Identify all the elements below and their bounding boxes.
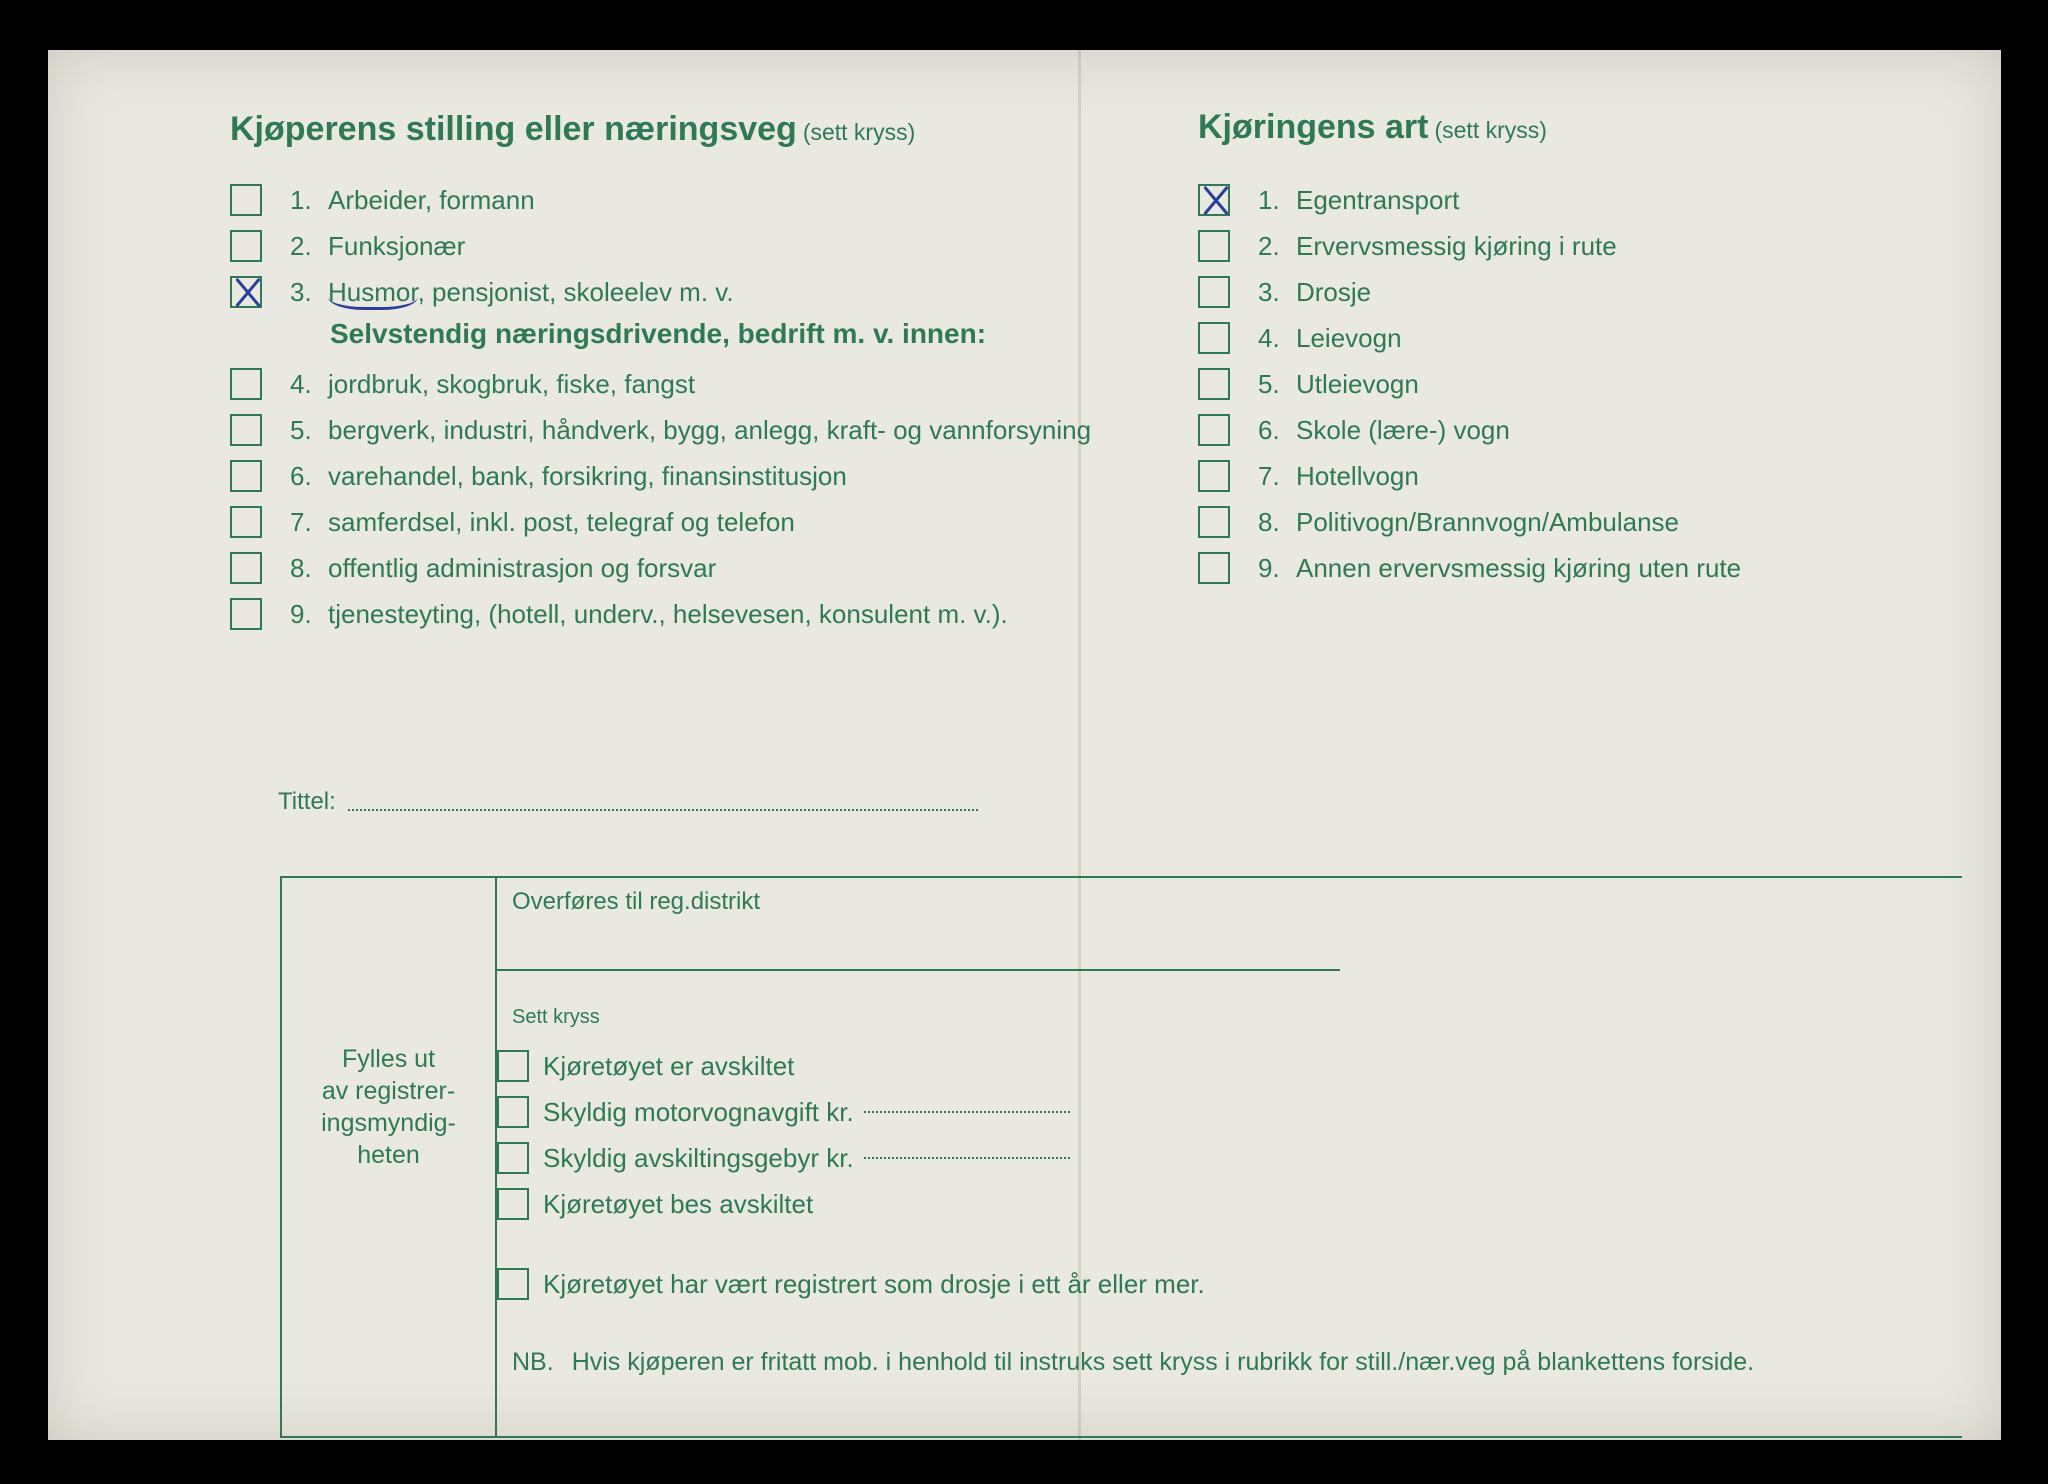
- occupation-num: 5.: [290, 414, 312, 445]
- occupation-item-3[interactable]: [230, 272, 734, 312]
- driving-item-7[interactable]: [1198, 456, 1419, 496]
- side-label-line: heten: [357, 1141, 420, 1169]
- occupation-num: 6.: [290, 460, 312, 491]
- occupation-num: 4.: [290, 368, 312, 399]
- occupation-label: bergverk, industri, håndverk, bygg, anlegg, kraft- og vannforsyning: [328, 414, 1092, 445]
- driving-label: Politivogn/Brannvogn/Ambulanse: [1296, 506, 1680, 537]
- driving-checkbox-7[interactable]: [1198, 460, 1230, 492]
- nb-label: NB.: [512, 1348, 554, 1376]
- reg-checkbox[interactable]: [497, 1096, 529, 1128]
- occupation-label: tjenesteyting, (hotell, underv., helsevesen, konsulent m. v.).: [328, 598, 1008, 629]
- driving-label: Drosje: [1296, 276, 1372, 307]
- occupation-item-5[interactable]: [230, 410, 1091, 450]
- occupation-item-1[interactable]: [230, 180, 535, 220]
- reg-item-request-deregistration[interactable]: [497, 1184, 813, 1224]
- driving-num: 1.: [1258, 184, 1280, 215]
- reg-item-deregistered[interactable]: [497, 1046, 794, 1086]
- buyer-occupation-hint: (sett kryss): [802, 119, 916, 145]
- driving-checkbox-1-checked[interactable]: [1198, 184, 1230, 216]
- occupation-num: 9.: [290, 598, 312, 629]
- occupation-label: offentlig administrasjon og forsvar: [328, 552, 717, 583]
- reg-item-label: Kjøretøyet bes avskiltet: [543, 1188, 814, 1219]
- reg-checkbox[interactable]: [497, 1142, 529, 1174]
- driving-checkbox-9[interactable]: [1198, 552, 1230, 584]
- registration-authority-box: [280, 876, 1962, 1438]
- nb-note: [512, 1348, 1754, 1377]
- driving-label: Leievogn: [1296, 322, 1402, 353]
- driving-item-1[interactable]: [1198, 180, 1459, 220]
- driving-type-heading: [1198, 108, 1547, 147]
- occupation-checkbox-7[interactable]: [230, 506, 262, 538]
- occupation-item-9[interactable]: [230, 594, 1008, 634]
- side-label-line: Fylles ut: [341, 1045, 436, 1073]
- driving-num: 7.: [1258, 460, 1280, 491]
- occupation-item-6[interactable]: [230, 456, 847, 496]
- occupation-label: Arbeider, formann: [328, 184, 535, 215]
- title-label: Tittel:: [278, 788, 336, 815]
- driving-item-6[interactable]: [1198, 410, 1510, 450]
- reg-item-label: Skyldig motorvognavgift kr.: [543, 1096, 854, 1127]
- driving-item-8[interactable]: [1198, 502, 1679, 542]
- driving-num: 4.: [1258, 322, 1280, 353]
- form-sheet: [48, 50, 2001, 1440]
- driving-num: 3.: [1258, 276, 1280, 307]
- driving-checkbox-4[interactable]: [1198, 322, 1230, 354]
- occupation-num: 1.: [290, 184, 312, 215]
- nb-text: Hvis kjøperen er fritatt mob. i henhold til instruks sett kryss i rubrikk for still./nær.veg på blankettens forside.: [571, 1348, 1755, 1376]
- buyer-occupation-heading: [230, 110, 915, 149]
- reg-item-deregistration-fee[interactable]: [497, 1138, 1070, 1178]
- title-dotted-line[interactable]: [348, 807, 978, 811]
- driving-checkbox-2[interactable]: [1198, 230, 1230, 262]
- driving-label: Hotellvogn: [1296, 460, 1419, 491]
- transfer-district-line[interactable]: [497, 969, 1340, 971]
- driving-checkbox-5[interactable]: [1198, 368, 1230, 400]
- reg-checkbox[interactable]: [497, 1268, 529, 1300]
- occupation-label: samferdsel, inkl. post, telegraf og telefon: [328, 506, 795, 537]
- occupation-checkbox-6[interactable]: [230, 460, 262, 492]
- occupation-label: varehandel, bank, forsikring, finansinstitusjon: [328, 460, 847, 491]
- occupation-num: 3.: [290, 276, 312, 307]
- occupation-item-2[interactable]: [230, 226, 465, 266]
- driving-type-title: Kjøringens art: [1198, 108, 1429, 146]
- driving-label: Annen ervervsmessig kjøring uten rute: [1296, 552, 1742, 583]
- reg-item-label: Kjøretøyet har vært registrert som drosje i ett år eller mer.: [543, 1268, 1205, 1299]
- occupation-label: [328, 277, 734, 308]
- driving-item-9[interactable]: [1198, 548, 1741, 588]
- amount-dotted-line[interactable]: [864, 1111, 1070, 1113]
- transfer-district-label: Overføres til reg.distrikt: [512, 888, 761, 915]
- registration-side-label: [282, 1043, 495, 1171]
- buyer-occupation-title: Kjøperens stilling eller næringsveg: [230, 110, 797, 148]
- husmor-underlined: Husmor: [328, 277, 418, 310]
- driving-checkbox-8[interactable]: [1198, 506, 1230, 538]
- driving-label: Skole (lære-) vogn: [1296, 414, 1510, 445]
- reg-checkbox[interactable]: [497, 1188, 529, 1220]
- occupation-checkbox-3-checked[interactable]: [230, 276, 262, 308]
- reg-item-label: Skyldig avskiltingsgebyr kr.: [543, 1142, 854, 1173]
- sett-kryss-label: Sett kryss: [512, 1006, 600, 1028]
- driving-num: 2.: [1258, 230, 1280, 261]
- driving-item-5[interactable]: [1198, 364, 1419, 404]
- driving-num: 6.: [1258, 414, 1280, 445]
- occupation-item-4[interactable]: [230, 364, 695, 404]
- occupation-label: Funksjonær: [328, 230, 466, 261]
- driving-checkbox-3[interactable]: [1198, 276, 1230, 308]
- driving-item-2[interactable]: [1198, 226, 1617, 266]
- driving-item-3[interactable]: [1198, 272, 1371, 312]
- occupation-num: 7.: [290, 506, 312, 537]
- reg-item-motor-fee[interactable]: [497, 1092, 1070, 1132]
- driving-type-hint: (sett kryss): [1434, 117, 1547, 143]
- driving-label: Utleievogn: [1296, 368, 1419, 399]
- driving-item-4[interactable]: [1198, 318, 1402, 358]
- occupation-num: 8.: [290, 552, 312, 583]
- driving-checkbox-6[interactable]: [1198, 414, 1230, 446]
- occupation-checkbox-8[interactable]: [230, 552, 262, 584]
- driving-label: Ervervsmessig kjøring i rute: [1296, 230, 1617, 261]
- driving-num: 5.: [1258, 368, 1280, 399]
- side-label-line: ingsmyndig-: [321, 1109, 456, 1137]
- reg-item-taxi-history[interactable]: [497, 1264, 1205, 1304]
- driving-label: Egentransport: [1296, 184, 1460, 215]
- amount-dotted-line[interactable]: [864, 1157, 1070, 1159]
- occupation-num: 2.: [290, 230, 312, 261]
- occupation-checkbox-2[interactable]: [230, 230, 262, 262]
- occupation-checkbox-5[interactable]: [230, 414, 262, 446]
- occupation-checkbox-9[interactable]: [230, 598, 262, 630]
- title-field[interactable]: [278, 788, 978, 816]
- driving-num: 8.: [1258, 506, 1280, 537]
- occupation-label: jordbruk, skogbruk, fiske, fangst: [328, 368, 696, 399]
- reg-checkbox[interactable]: [497, 1050, 529, 1082]
- reg-item-label: Kjøretøyet er avskiltet: [543, 1050, 795, 1081]
- occupation-checkbox-4[interactable]: [230, 368, 262, 400]
- side-label-line: av registrer-: [321, 1077, 456, 1105]
- occupation-checkbox-1[interactable]: [230, 184, 262, 216]
- self-employed-subheading: Selvstendig næringsdrivende, bedrift m. v. innen:: [330, 318, 987, 349]
- occupation-label-rest: , pensjonist, skoleelev m. v.: [417, 276, 734, 307]
- occupation-item-8[interactable]: [230, 548, 716, 588]
- occupation-item-7[interactable]: [230, 502, 795, 542]
- driving-num: 9.: [1258, 552, 1280, 583]
